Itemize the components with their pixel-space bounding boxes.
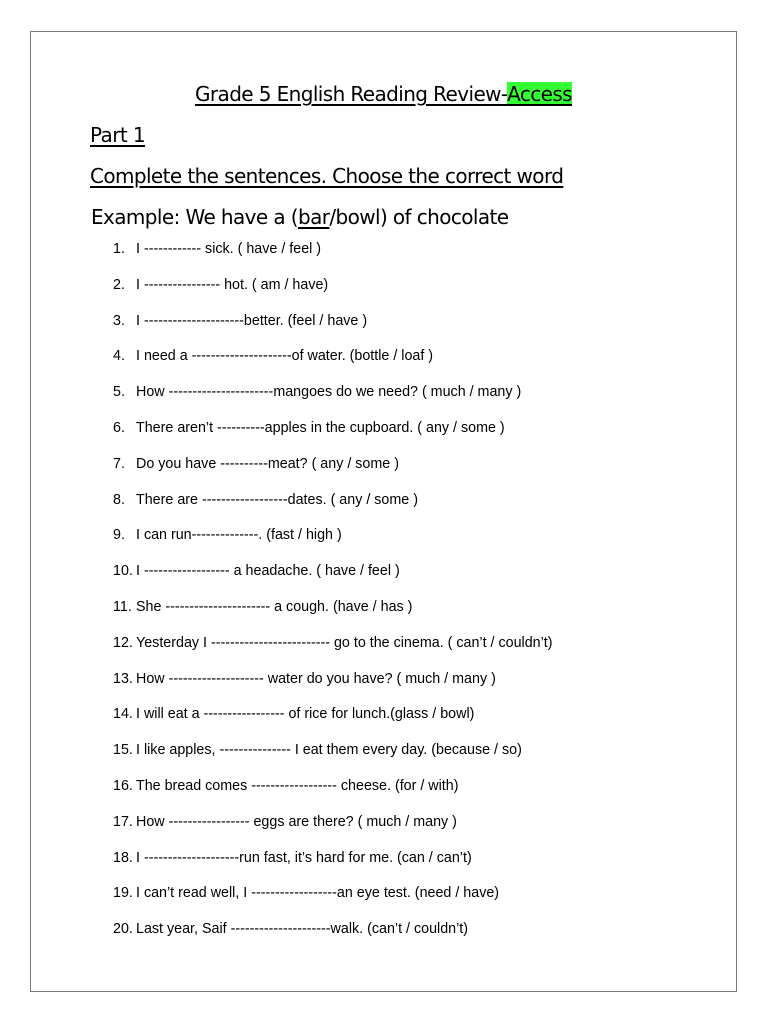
title-text: Grade 5 English Reading Review-: [195, 82, 508, 106]
item-number: 7.: [113, 455, 125, 472]
item-text: I --------------------run fast, it’s hard for me. (can / can’t): [136, 849, 472, 866]
item-text: How ----------------------mangoes do we need? ( much / many ): [136, 384, 522, 401]
example-before: Example: We have a (: [91, 205, 298, 229]
item-number: 17.: [113, 813, 133, 830]
part-heading: Part 1: [90, 123, 145, 147]
item-number: 14.: [113, 706, 133, 723]
item-text: There are ------------------dates. ( any / some ): [136, 491, 418, 508]
example-sentence: [91, 205, 508, 229]
item-text: She ---------------------- a cough. (have / has ): [136, 599, 413, 615]
item-text: There aren’t ----------apples in the cupboard. ( any / some ): [136, 420, 505, 436]
example-answer: bar: [297, 205, 330, 229]
item-text: Yesterday I ------------------------- go to the cinema. ( can’t / couldn’t): [136, 634, 553, 651]
instructions-heading: Complete the sentences. Choose the correct word: [90, 164, 564, 188]
item-text: I will eat a ----------------- of rice for lunch.(glass / bowl): [136, 706, 475, 723]
item-number: 19.: [113, 885, 133, 902]
item-number: 1.: [113, 241, 125, 257]
item-number: 20.: [113, 921, 133, 938]
item-text: I ------------ sick. ( have / feel ): [136, 241, 322, 257]
item-number: 13.: [113, 670, 133, 687]
item-number: 15.: [113, 742, 133, 759]
item-text: I like apples, --------------- I eat them every day. (because / so): [136, 742, 522, 759]
item-number: 12.: [113, 634, 133, 651]
item-text: How -------------------- water do you have? ( much / many ): [136, 670, 496, 687]
item-text: I can’t read well, I ------------------an eye test. (need / have): [136, 885, 500, 902]
item-number: 3.: [113, 312, 125, 329]
item-text: Last year, Saif ---------------------walk. (can’t / couldn’t): [136, 921, 469, 938]
item-text: I need a ---------------------of water. (bottle / loaf ): [136, 348, 434, 365]
item-text: How ----------------- eggs are there? ( much / many ): [136, 813, 457, 830]
item-number: 5.: [113, 384, 125, 401]
item-text: The bread comes ------------------ cheese. (for / with): [136, 778, 459, 794]
item-text: I can run--------------. (fast / high ): [136, 527, 342, 544]
item-number: 6.: [113, 420, 125, 436]
item-number: 2.: [113, 276, 125, 293]
item-number: 4.: [113, 348, 125, 365]
item-number: 18.: [113, 849, 133, 866]
item-number: 11.: [113, 599, 132, 615]
title-highlight: Access: [507, 82, 572, 106]
item-number: 16.: [113, 778, 133, 794]
item-number: 10.: [113, 563, 133, 580]
item-text: I ---------------- hot. ( am / have): [136, 276, 329, 293]
item-number: 8.: [113, 491, 125, 508]
worksheet-title: [31, 82, 736, 106]
item-text: I ------------------ a headache. ( have / feel ): [136, 563, 400, 580]
worksheet-page: [30, 31, 737, 992]
item-number: 9.: [113, 527, 125, 544]
item-text: Do you have ----------meat? ( any / some ): [136, 455, 399, 472]
item-text: I ---------------------better. (feel / have ): [136, 312, 368, 329]
example-after: /bowl) of chocolate: [329, 205, 509, 229]
